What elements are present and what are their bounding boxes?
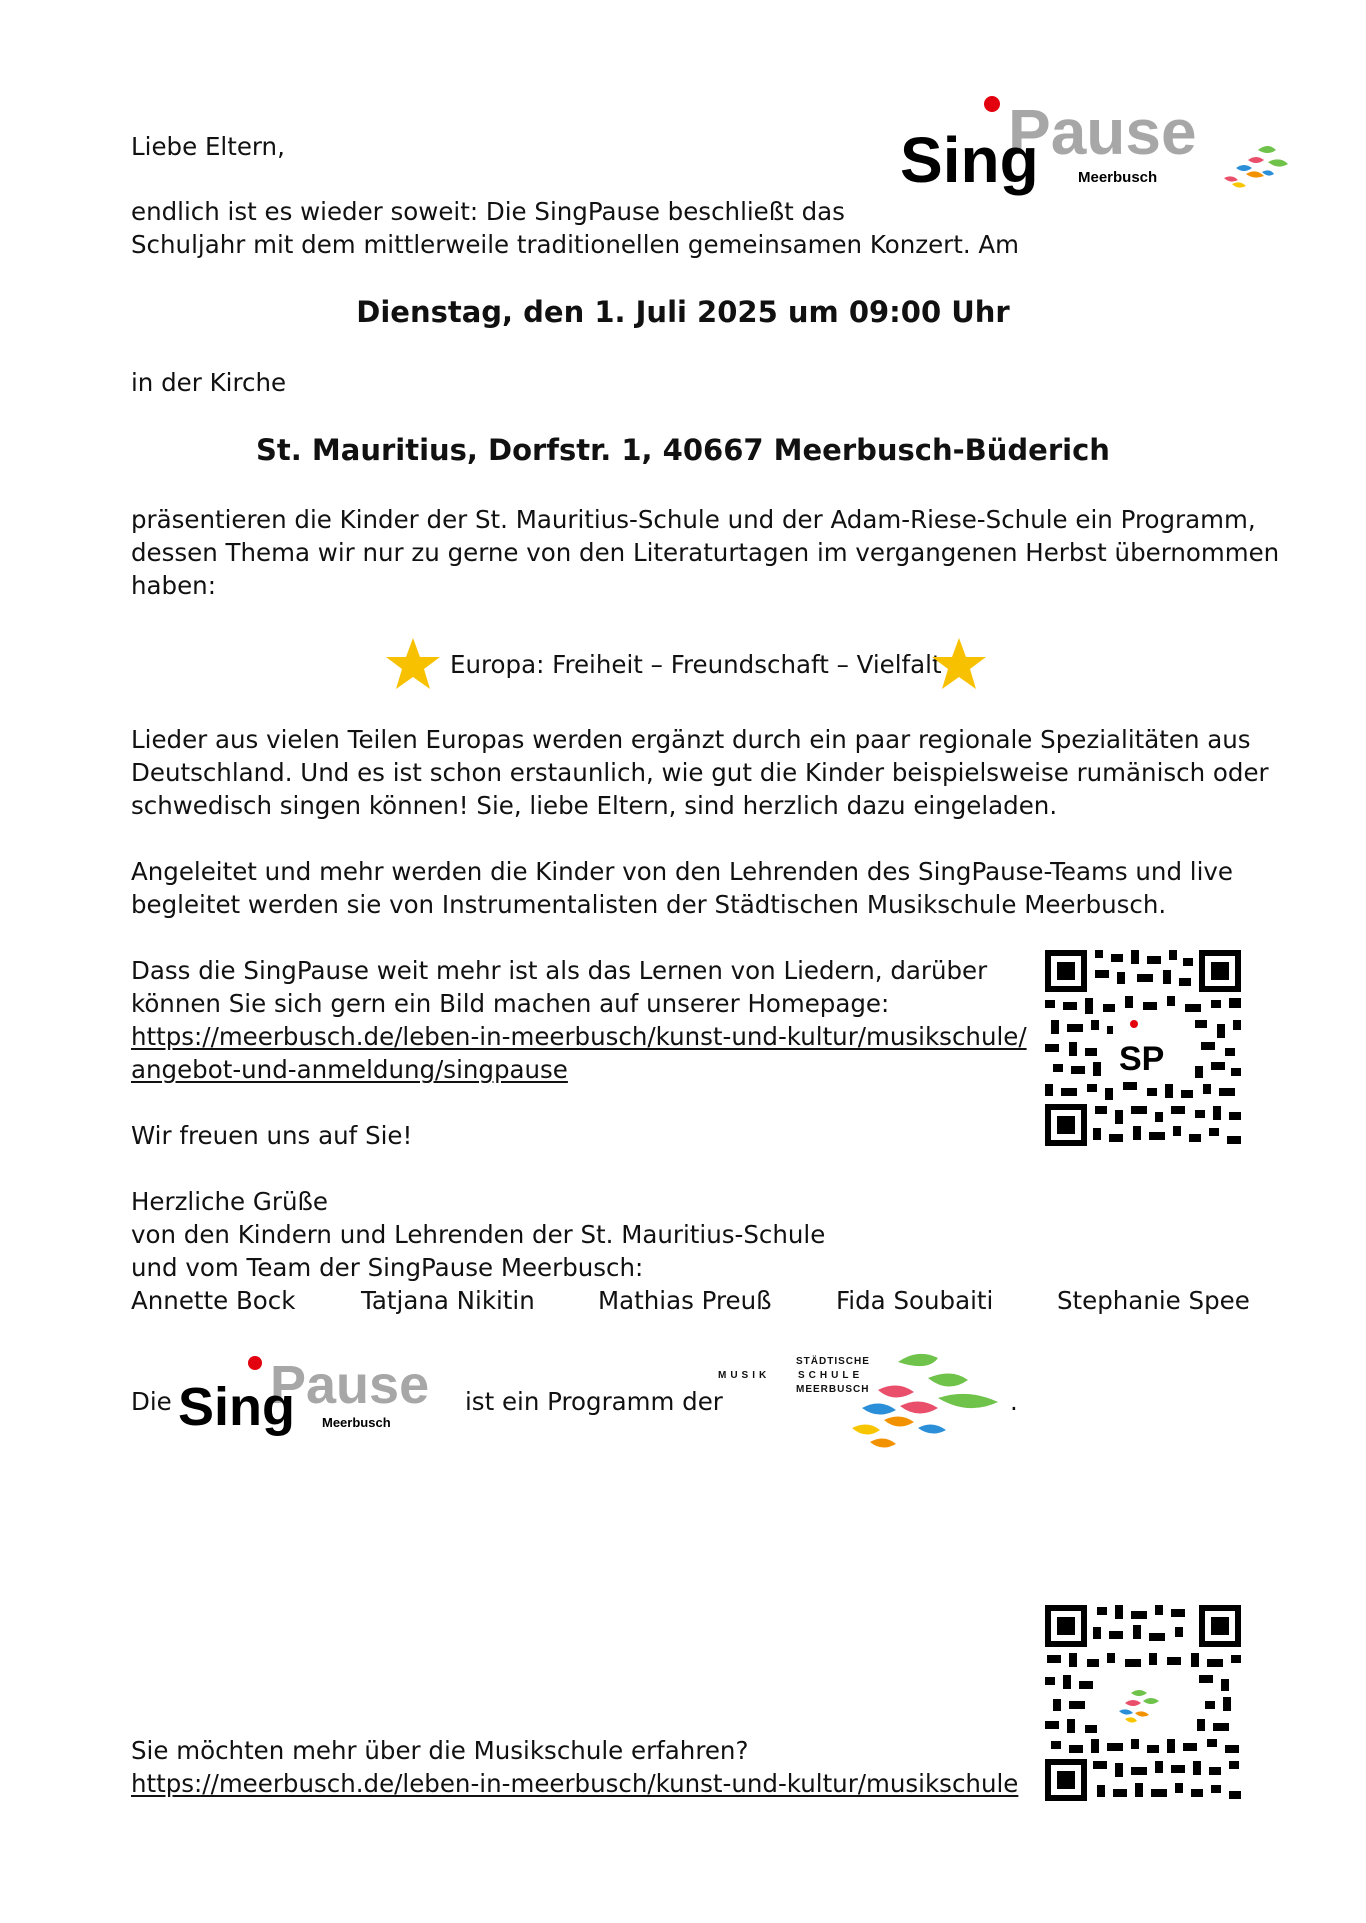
signature-4: Fida Soubaiti	[836, 1286, 994, 1315]
logo-inline-sing-text: Sing	[178, 1377, 295, 1437]
regards-line-3: und vom Team der SingPause Meerbusch:	[131, 1253, 644, 1282]
signature-5: Stephanie Spee	[1057, 1286, 1250, 1315]
team-text-line-1: Angeleitet und mehr werden die Kinder von den Lehrenden des SingPause-Teams und live	[131, 857, 1233, 886]
closing: Wir freuen uns auf Sie!	[131, 1121, 413, 1150]
footer-middle: ist ein Programm der	[465, 1387, 723, 1416]
logo-inline-meerbusch-text: Meerbusch	[322, 1415, 391, 1430]
team-text-line-2: begleitet werden sie von Instrumentalisten der Städtischen Musikschule Meerbusch.	[131, 890, 1167, 919]
homepage-link-line-2[interactable]: angebot-und-anmeldung/singpause	[131, 1055, 568, 1084]
musikschule-line-1: STÄDTISCHE	[796, 1356, 870, 1367]
footer-suffix: .	[1010, 1387, 1018, 1416]
musikschule-line-3: SCHULE	[798, 1370, 864, 1381]
logo-pause-text: Pause	[1008, 96, 1197, 168]
logo-inline-red-dot	[248, 1356, 262, 1370]
singpause-logo-inline	[178, 1350, 460, 1440]
logo-red-dot	[984, 96, 1000, 112]
songs-text-line-3: schwedisch singen können! Sie, liebe Eltern, sind herzlich dazu eingeladen.	[131, 791, 1058, 820]
regards-line-2: von den Kindern und Lehrenden der St. Mauritius-Schule	[131, 1220, 826, 1249]
qr-sp-label: SP	[1119, 1040, 1165, 1078]
musikschule-line-2: MUSIK	[718, 1370, 771, 1381]
homepage-text-line-2: können Sie sich gern ein Bild machen auf unserer Homepage:	[131, 989, 890, 1018]
qr-code-musikschule[interactable]	[1045, 1605, 1241, 1801]
logo-sing-text: Sing	[900, 124, 1039, 196]
musikschule-line-4: MEERBUSCH	[796, 1384, 870, 1395]
logo-inline-pause-text: Pause	[270, 1355, 430, 1415]
colorful-figures-icon	[1218, 140, 1294, 192]
songs-text-line-1: Lieder aus vielen Teilen Europas werden ergänzt durch ein paar regionale Spezialitäten aus	[131, 725, 1251, 754]
singpause-logo-top	[900, 92, 1300, 202]
songs-text-line-2: Deutschland. Und es ist schon erstaunlich, wie gut die Kinder beispielsweise rumänisch oder	[131, 758, 1269, 787]
program-text-line-3: haben:	[131, 571, 216, 600]
signature-3: Mathias Preuß	[598, 1286, 772, 1315]
qr-code-singpause[interactable]	[1045, 950, 1241, 1146]
program-text-line-2: dessen Thema wir nur zu gerne von den Literaturtagen im vergangenen Herbst übernommen	[131, 538, 1280, 567]
regards-line-1: Herzliche Grüße	[131, 1187, 328, 1216]
homepage-text-line-1: Dass die SingPause weit mehr ist als das Lernen von Liedern, darüber	[131, 956, 988, 985]
location-intro: in der Kirche	[131, 368, 287, 397]
theme-text: Europa: Freiheit – Freundschaft – Vielfalt	[450, 650, 942, 679]
more-info-text: Sie möchten mehr über die Musikschule erfahren?	[131, 1736, 749, 1765]
homepage-link-line-1[interactable]: https://meerbusch.de/leben-in-meerbusch/kunst-und-kultur/musikschule/	[131, 1022, 1027, 1051]
signature-1: Annette Bock	[131, 1286, 296, 1315]
greeting: Liebe Eltern,	[131, 132, 285, 161]
signature-2: Tatjana Nikitin	[361, 1286, 535, 1315]
location-heading: St. Mauritius, Dorfstr. 1, 40667 Meerbusch-Büderich	[256, 433, 1110, 467]
musikschule-logo	[718, 1348, 1018, 1458]
logo-meerbusch-text: Meerbusch	[1078, 169, 1158, 186]
footer-prefix: Die	[131, 1387, 172, 1416]
intro-line-1: endlich ist es wieder soweit: Die SingPause beschließt das	[131, 197, 845, 226]
musikschule-figures-icon	[838, 1348, 1018, 1458]
date-heading: Dienstag, den 1. Juli 2025 um 09:00 Uhr	[356, 295, 1010, 329]
star-icon-left	[384, 636, 442, 692]
star-icon-right	[930, 636, 988, 692]
more-info-link[interactable]: https://meerbusch.de/leben-in-meerbusch/kunst-und-kultur/musikschule	[131, 1769, 1019, 1798]
intro-line-2: Schuljahr mit dem mittlerweile traditionellen gemeinsamen Konzert. Am	[131, 230, 1020, 259]
program-text-line-1: präsentieren die Kinder der St. Mauritius-Schule und der Adam-Riese-Schule ein Programm,	[131, 505, 1256, 534]
